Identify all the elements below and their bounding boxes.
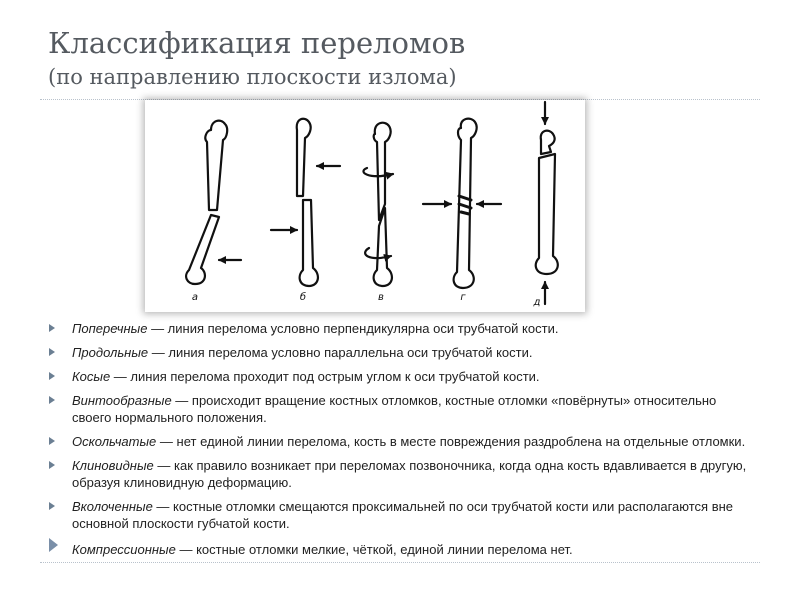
bullet-icon — [49, 324, 55, 332]
bone-b-longitudinal — [271, 119, 340, 286]
item-text: — как правило возникает при переломах позвоночника, когда одна кость вдавливается в другую, образуя клиновидную деформацию. — [72, 458, 747, 490]
bullet-icon — [49, 502, 55, 510]
bone-d-impacted — [536, 102, 558, 304]
item-term: Вколоченные — [72, 499, 153, 514]
item-term: Оскольчатые — [72, 434, 157, 449]
list-item — [48, 320, 748, 337]
item-text: — линия перелома условно перпендикулярна оси трубчатой кости. — [147, 321, 559, 336]
bottom-divider — [40, 562, 760, 563]
bullet-icon — [49, 437, 55, 445]
item-term: Компрессионные — [72, 542, 176, 557]
list-item — [48, 457, 748, 491]
list-item — [48, 392, 748, 426]
item-text: — происходит вращение костных отломков, костные отломки «повёрнуты» относительно своего нормального положения. — [72, 393, 717, 425]
list-item — [48, 344, 748, 361]
item-term: Клиновидные — [72, 458, 154, 473]
fracture-diagram — [145, 100, 585, 312]
bone-g-comminuted — [423, 119, 501, 288]
item-term: Винтообразные — [72, 393, 172, 408]
list-item — [48, 368, 748, 385]
list-item — [48, 498, 748, 532]
label-v: в — [378, 292, 384, 303]
label-g: г — [460, 292, 466, 303]
item-text: — костные отломки смещаются проксимальней по оси трубчатой кости или располагаются вне основной плоскости губчатой кости. — [72, 499, 734, 531]
slide-title-main: Классификация переломов — [48, 26, 466, 60]
bullet-icon — [49, 461, 55, 469]
item-term: Поперечные — [72, 321, 148, 336]
fracture-types-list — [48, 320, 748, 565]
item-term: Продольные — [72, 345, 149, 360]
label-d: д — [533, 297, 541, 308]
bullet-icon — [49, 348, 55, 356]
label-a: а — [191, 292, 199, 303]
bullet-icon — [49, 538, 58, 552]
item-text: — костные отломки мелкие, чёткой, единой линии перелома нет. — [175, 542, 573, 557]
bullet-icon — [49, 372, 55, 380]
list-item — [48, 541, 748, 558]
item-text: — нет единой линии перелома, кость в месте повреждения раздроблена на отдельные отломки. — [156, 434, 746, 449]
label-b: б — [299, 292, 307, 303]
item-term: Косые — [72, 369, 111, 384]
item-text: — линия перелома условно параллельна оси трубчатой кости. — [148, 345, 533, 360]
bone-a-transverse — [186, 121, 241, 284]
slide-subtitle: (по направлению плоскости излома) — [48, 65, 457, 89]
fracture-types-figure — [145, 100, 585, 312]
item-text: — линия перелома проходит под острым углом к оси трубчатой кости. — [110, 369, 540, 384]
slide-title — [48, 26, 465, 91]
bullet-icon — [49, 396, 55, 404]
bone-v-spiral — [363, 123, 393, 286]
list-item — [48, 433, 748, 450]
